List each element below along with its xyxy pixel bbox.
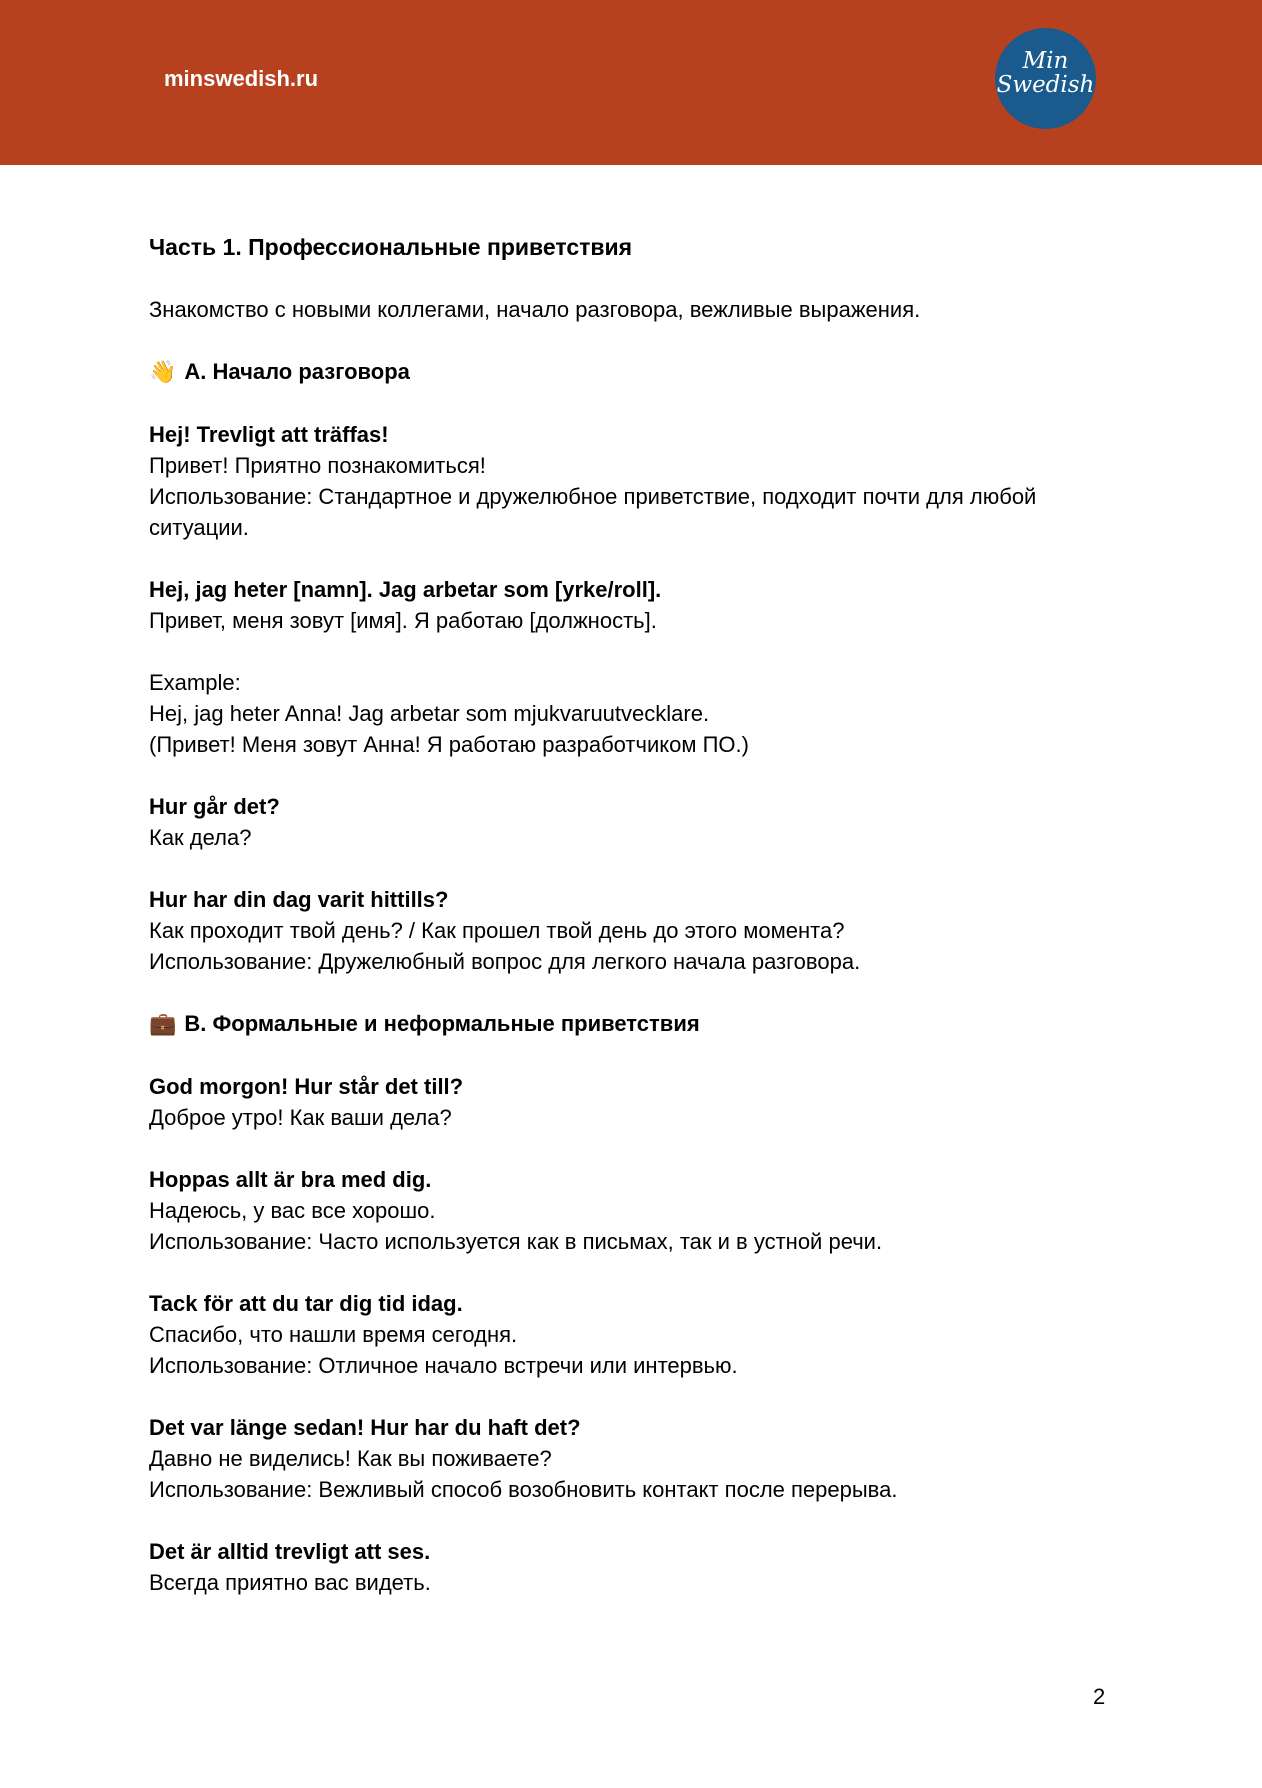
page-header — [0, 0, 1262, 165]
translation: Спасибо, что нашли время сегодня. — [149, 1322, 518, 1347]
example-label: Example: — [149, 670, 241, 695]
section-a-title-text: A. Начало разговора — [184, 359, 410, 384]
swedish-phrase: Det var länge sedan! Hur har du haft det? — [149, 1415, 581, 1440]
usage-note: Использование: Стандартное и дружелюбное приветствие, подходит почти для любой ситуации. — [149, 484, 1037, 540]
phrase-entry — [149, 419, 1109, 543]
waving-hand-icon: 👋 — [149, 360, 177, 385]
section-b-title — [149, 1008, 1109, 1040]
translation: Надеюсь, у вас все хорошо. — [149, 1198, 436, 1223]
phrase-entry — [149, 1164, 1109, 1257]
usage-note: Использование: Часто используется как в письмах, так и в устной речи. — [149, 1229, 883, 1254]
usage-note: Использование: Вежливый способ возобновить контакт после перерыва. — [149, 1477, 898, 1502]
swedish-phrase: Hur går det? — [149, 794, 280, 819]
translation: Как проходит твой день? / Как прошел твой день до этого момента? — [149, 918, 845, 943]
swedish-phrase: Det är alltid trevligt att ses. — [149, 1539, 431, 1564]
intro-text: Знакомство с новыми коллегами, начало разговора, вежливые выражения. — [149, 297, 921, 322]
document-body — [149, 232, 1109, 1598]
logo — [995, 28, 1096, 129]
phrase-entry — [149, 1071, 1109, 1133]
usage-note: Использование: Дружелюбный вопрос для легкого начала разговора. — [149, 949, 861, 974]
page-number: 2 — [1093, 1684, 1106, 1709]
translation: Привет, меня зовут [имя]. Я работаю [должность]. — [149, 608, 657, 633]
page-title: Часть 1. Профессиональные приветствия — [149, 234, 633, 260]
logo-text-line2: Swedish — [996, 72, 1095, 98]
swedish-phrase: Hur har din dag varit hittills? — [149, 887, 449, 912]
section-a-title — [149, 356, 1109, 388]
translation: Как дела? — [149, 825, 252, 850]
logo-text-line1: Min — [1022, 48, 1069, 74]
phrase-entry — [149, 791, 1109, 853]
section-b-title-text: B. Формальные и неформальные приветствия — [184, 1011, 700, 1036]
swedish-phrase: Hoppas allt är bra med dig. — [149, 1167, 432, 1192]
translation: Давно не виделись! Как вы поживаете? — [149, 1446, 552, 1471]
swedish-phrase: God morgon! Hur står det till? — [149, 1074, 464, 1099]
phrase-entry — [149, 1288, 1109, 1381]
swedish-phrase: Tack för att du tar dig tid idag. — [149, 1291, 463, 1316]
briefcase-icon: 💼 — [149, 1012, 177, 1037]
example-translation: (Привет! Меня зовут Анна! Я работаю разработчиком ПО.) — [149, 732, 749, 757]
phrase-entry — [149, 884, 1109, 977]
usage-note: Использование: Отличное начало встречи или интервью. — [149, 1353, 738, 1378]
phrase-entry — [149, 1536, 1109, 1598]
phrase-entry — [149, 574, 1109, 636]
phrase-entry — [149, 1412, 1109, 1505]
translation: Доброе утро! Как ваши дела? — [149, 1105, 452, 1130]
translation: Всегда приятно вас видеть. — [149, 1570, 431, 1595]
swedish-phrase: Hej! Trevligt att träffas! — [149, 422, 389, 447]
swedish-phrase: Hej, jag heter [namn]. Jag arbetar som [yrke/roll]. — [149, 577, 662, 602]
translation: Привет! Приятно познакомиться! — [149, 453, 486, 478]
example-block — [149, 667, 1109, 760]
site-url[interactable]: minswedish.ru — [164, 66, 319, 91]
example-line: Hej, jag heter Anna! Jag arbetar som mjukvaruutvecklare. — [149, 701, 710, 726]
